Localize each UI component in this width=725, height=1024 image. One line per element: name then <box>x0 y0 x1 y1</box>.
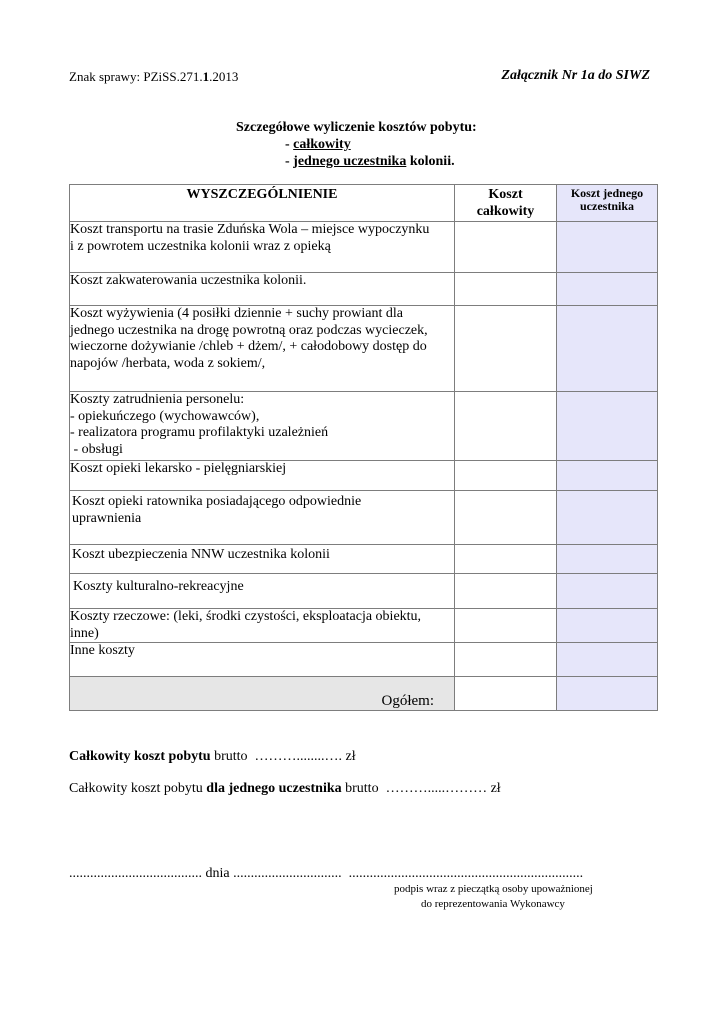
table-row <box>70 306 658 392</box>
participant-cost-cell[interactable] <box>557 222 658 273</box>
table-row <box>70 545 658 574</box>
date-blank[interactable]: ............................... <box>233 866 342 881</box>
title-dash: - <box>285 137 294 152</box>
row-line: - realizatora programu profilaktyki uzależnień <box>70 425 329 440</box>
signature-line <box>69 866 583 882</box>
case-number-bold: 1 <box>202 69 210 84</box>
total-cost-cell[interactable] <box>455 273 557 306</box>
total-cost-cell[interactable] <box>455 545 557 574</box>
row-line: jednego uczestnika na drogę powrotną oraz podczas wycieczek, <box>70 322 428 338</box>
participant-cost-cell[interactable] <box>557 306 658 392</box>
row-line: napojów /herbata, woda z sokiem/, <box>70 355 266 371</box>
participant-cost-cell[interactable] <box>557 609 658 643</box>
row-line: Inne koszty <box>70 643 135 658</box>
table-row <box>70 609 658 643</box>
participant-cost-cell[interactable] <box>557 273 658 306</box>
row-line: - opiekuńczego (wychowawców), <box>70 408 260 424</box>
row-line: Koszty rzeczowe: (leki, środki czystości, eksploatacja obiektu, <box>70 609 422 624</box>
per-participant-prefix: Całkowity koszt pobytu <box>69 781 207 796</box>
row-line: Koszty kulturalno-rekreacyjne <box>73 579 244 594</box>
row-description <box>70 545 455 574</box>
table-row <box>70 461 658 491</box>
place-blank[interactable]: ...................................... <box>69 866 202 881</box>
total-cost-cell[interactable] <box>455 461 557 491</box>
title-suffix: kolonii. <box>406 154 455 169</box>
header-total-line2: całkowity <box>476 203 535 219</box>
title-dash: - <box>285 154 294 169</box>
signature-blank[interactable]: ................................................................... <box>348 866 584 881</box>
row-description <box>70 609 455 643</box>
participant-cost-cell[interactable] <box>557 574 658 609</box>
header-participant-line1: Koszt jednego <box>570 186 644 200</box>
row-line: uprawnienia <box>72 510 142 526</box>
row-line: Koszt opieki ratownika posiadającego odpowiednie <box>72 494 362 509</box>
header-description: WYSZCZEGÓLNIENIE <box>70 185 455 222</box>
header-total-cost <box>455 185 557 222</box>
attachment-label: Załącznik Nr 1a do SIWZ <box>501 68 650 83</box>
participant-cost-cell[interactable] <box>557 545 658 574</box>
per-participant-line <box>69 781 501 797</box>
table-header-row <box>70 185 658 222</box>
total-cost-cell[interactable] <box>455 643 557 677</box>
cost-table <box>69 184 658 711</box>
title-option-total <box>285 137 351 153</box>
table-row <box>70 643 658 677</box>
grand-participant-cell[interactable] <box>557 677 658 711</box>
participant-cost-cell[interactable] <box>557 392 658 461</box>
row-line: Koszt zakwaterowania uczestnika kolonii. <box>70 273 307 288</box>
document-title: Szczegółowe wyliczenie kosztów pobytu: <box>236 120 477 135</box>
row-description <box>70 491 455 545</box>
total-cost-blank[interactable]: brutto ………........…. zł <box>210 749 356 764</box>
table-row <box>70 222 658 273</box>
header-participant-cost <box>557 185 658 222</box>
total-cost-cell[interactable] <box>455 222 557 273</box>
total-label: Ogółem: <box>70 677 455 711</box>
total-cost-cell[interactable] <box>455 574 557 609</box>
row-description <box>70 461 455 491</box>
title-total-word: całkowity <box>293 137 351 152</box>
row-line: Koszty zatrudnienia personelu: <box>70 392 245 407</box>
case-number-suffix: .2013 <box>209 69 239 84</box>
signature-caption-1: podpis wraz z pieczątką osoby upoważnionej <box>394 883 593 895</box>
row-line: - obsługi <box>70 441 123 457</box>
total-cost-label: Całkowity koszt pobytu <box>69 749 211 764</box>
row-description <box>70 306 455 392</box>
total-cost-cell[interactable] <box>455 306 557 392</box>
per-participant-blank[interactable]: brutto ……….....……… zł <box>341 781 501 796</box>
row-description <box>70 222 455 273</box>
date-label: dnia <box>202 866 234 881</box>
row-line: Koszt wyżywienia (4 posiłki dziennie + suchy prowiant dla <box>70 306 403 321</box>
total-cost-cell[interactable] <box>455 609 557 643</box>
title-participant-word: jednego uczestnika <box>293 154 407 169</box>
header-total-line1: Koszt <box>488 187 523 202</box>
total-cost-cell[interactable] <box>455 491 557 545</box>
table-row <box>70 392 658 461</box>
total-cost-cell[interactable] <box>455 392 557 461</box>
row-description <box>70 574 455 609</box>
row-line: wieczorne dożywianie /chleb + dżem/, + całodobowy dostęp do <box>70 339 427 354</box>
total-row <box>70 677 658 711</box>
participant-cost-cell[interactable] <box>557 461 658 491</box>
grand-total-cell[interactable] <box>455 677 557 711</box>
title-option-per-participant <box>285 154 455 170</box>
table-row <box>70 491 658 545</box>
row-line: Koszt transportu na trasie Zduńska Wola – miejsce wypoczynku <box>70 222 430 237</box>
row-line: i z powrotem uczestnika kolonii wraz z opieką <box>70 238 331 254</box>
participant-cost-cell[interactable] <box>557 491 658 545</box>
row-line: Koszt opieki lekarsko - pielęgniarskiej <box>70 461 287 476</box>
row-description <box>70 643 455 677</box>
row-description <box>70 273 455 306</box>
total-cost-line <box>69 749 356 765</box>
row-description <box>70 392 455 461</box>
table-row <box>70 574 658 609</box>
row-line: Koszt ubezpieczenia NNW uczestnika kolonii <box>72 547 330 562</box>
table-row <box>70 273 658 306</box>
signature-caption-2: do reprezentowania Wykonawcy <box>421 898 565 910</box>
case-number <box>69 69 238 85</box>
header-participant-line2: uczestnika <box>580 199 634 213</box>
participant-cost-cell[interactable] <box>557 643 658 677</box>
row-line: inne) <box>70 625 99 641</box>
per-participant-label: dla jednego uczestnika <box>206 781 342 796</box>
case-number-label: Znak sprawy: PZiSS.271. <box>69 69 203 84</box>
